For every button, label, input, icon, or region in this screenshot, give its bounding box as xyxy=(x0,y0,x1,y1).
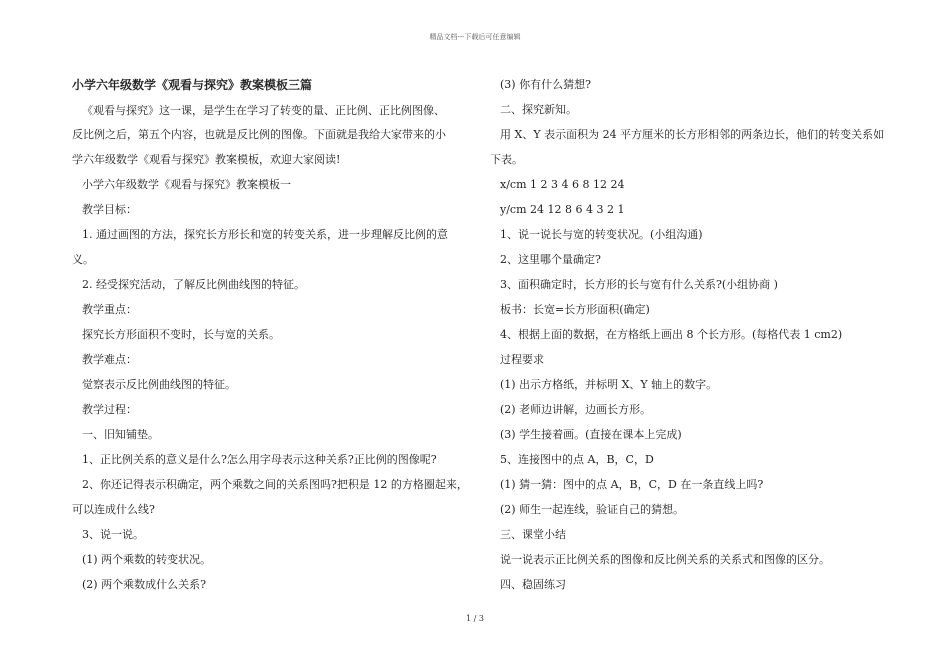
text-line: (1) 猜一猜：图中的点 A，B，C，D 在一条直线上吗? xyxy=(500,478,764,491)
text-line: 下表。 xyxy=(490,153,523,166)
text-line: 反比例之后，第五个内容，也就是反比例的图像。下面就是我给大家带来的小 xyxy=(72,128,446,141)
text-line: (2) 两个乘数成什么关系? xyxy=(82,578,206,591)
text-line: (3) 你有什么猜想? xyxy=(500,78,591,91)
text-line: 2、这里哪个量确定? xyxy=(500,253,601,266)
text-line: 板书：长宽=长方形面积(确定) xyxy=(500,303,650,316)
text-line: 2、你还记得表示积确定，两个乘数之间的关系图吗?把积是 12 的方格圈起来， xyxy=(82,478,468,491)
text-line: (1) 出示方格纸，并标明 X、Y 轴上的数字。 xyxy=(500,378,718,391)
text-line: 教学过程： xyxy=(82,403,137,416)
text-line: 用 X、Y 表示面积为 24 平方厘米的长方形相邻的两条边长，他们的转变关系如 xyxy=(500,128,885,141)
text-line: 四、稳固练习 xyxy=(500,578,566,591)
text-line: 4、根据上面的数据，在方格纸上画出 8 个长方形。(每格代表 1 cm2) xyxy=(500,328,843,341)
page-number: 1 / 3 xyxy=(466,614,484,623)
text-line: 小学六年级数学《观看与探究》教案模板一 xyxy=(82,178,291,191)
text-line: 5、连接图中的点 A，B，C，D xyxy=(500,453,654,466)
text-line: 觉察表示反比例曲线图的特征。 xyxy=(82,378,236,391)
text-line: 1、正比例关系的意义是什么?怎么用字母表示这种关系?正比例的图像呢? xyxy=(82,453,437,466)
text-line: (1) 两个乘数的转变状况。 xyxy=(82,553,212,566)
text-line: x/cm 1 2 3 4 6 8 12 24 xyxy=(500,178,625,191)
text-line: 教学难点： xyxy=(82,353,137,366)
text-line: 3、面积确定时，长方形的长与宽有什么关系?(小组协商 ) xyxy=(500,278,778,291)
text-line: 说一说表示正比例关系的图像和反比例关系的关系式和图像的区分。 xyxy=(500,553,830,566)
page-header: 精品文档---下载后可任意编辑 xyxy=(429,33,521,41)
text-line: 义。 xyxy=(72,253,94,266)
text-line: 一、旧知铺垫。 xyxy=(82,428,159,441)
text-line: 三、课堂小结 xyxy=(500,528,566,541)
text-line: 教学目标： xyxy=(82,203,137,216)
text-line: 探究长方形面积不变时，长与宽的关系。 xyxy=(82,328,280,341)
text-line: (2) 老师边讲解，边画长方形。 xyxy=(500,403,652,416)
text-line: 可以连成什么线? xyxy=(72,503,155,516)
text-line: 《观看与探究》这一课，是学生在学习了转变的量、正比例、正比例图像、 xyxy=(82,104,445,117)
text-line: (3) 学生接着画。(直接在课本上完成) xyxy=(500,428,682,441)
text-line: 教学重点： xyxy=(82,303,137,316)
text-line: 2. 经受探究活动，了解反比例曲线图的特征。 xyxy=(82,278,305,291)
text-line: 1. 通过画图的方法，探究长方形长和宽的转变关系，进一步理解反比例的意 xyxy=(82,228,448,241)
document-title: 小学六年级数学《观看与探究》教案模板三篇 xyxy=(72,78,313,92)
text-line: 3、说一说。 xyxy=(82,528,144,541)
text-line: 二、探究新知。 xyxy=(500,103,577,116)
text-line: (2) 师生一起连线，验证自己的猜想。 xyxy=(500,503,685,516)
text-line: 学六年级数学《观看与探究》教案模板，欢迎大家阅读! xyxy=(72,153,341,166)
text-line: 1、说一说长与宽的转变状况。(小组沟通) xyxy=(500,228,703,241)
text-line: y/cm 24 12 8 6 4 3 2 1 xyxy=(500,203,625,216)
text-line: 过程要求 xyxy=(500,353,544,366)
